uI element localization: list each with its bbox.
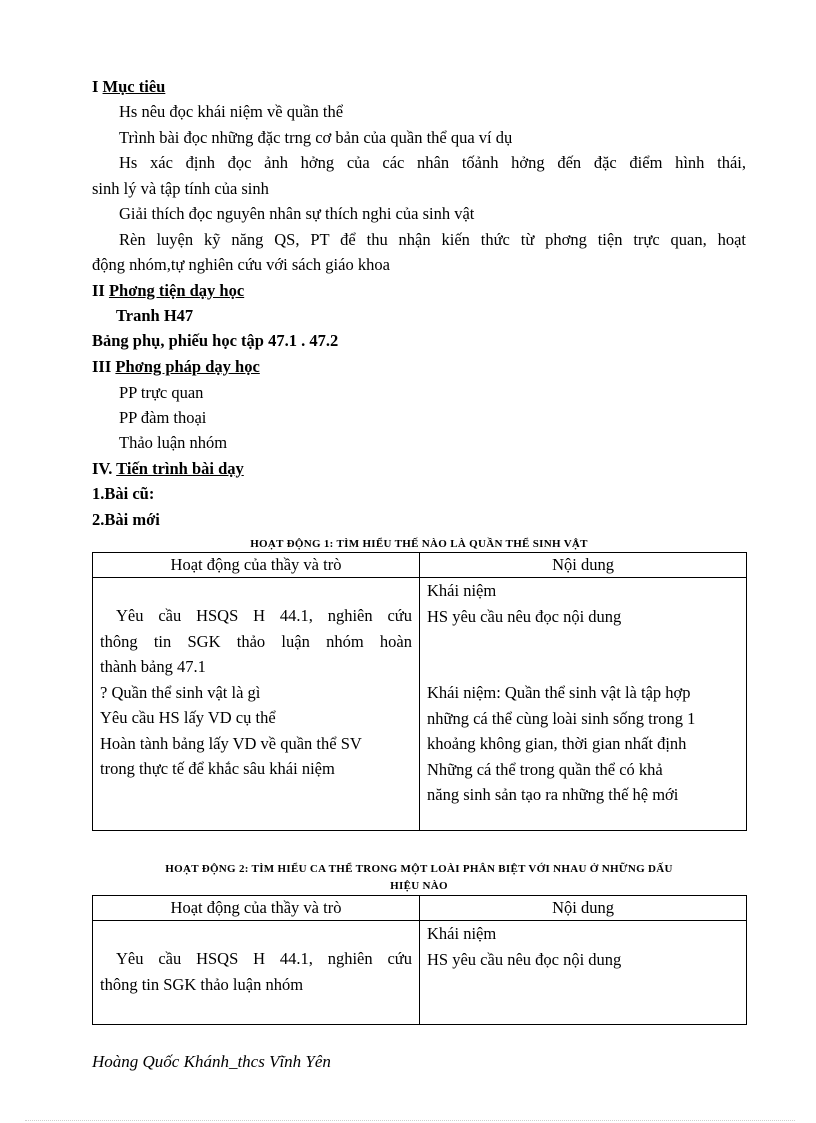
objective-line: Rèn luyện kỹ năng QS, PT để thu nhận kiến thức từ phơng tiện trực quan, hoạt [119,230,746,249]
cell-line: Yêu cầu HSQS H 44.1, nghiên cứu [116,606,412,625]
method-line: Thảo luận nhóm [119,433,228,452]
table-row [93,578,747,831]
cell-line: Khái niệm [427,924,497,943]
cell-line: Yêu cầu HS lấy VD cụ thể [100,708,276,727]
activity-2-table [92,895,747,1025]
column-header-teacher-student: Hoạt động của thầy và trò [93,896,420,921]
cell-line: Hoàn tành bảng lấy VD về quần thể SV [100,733,362,753]
table-header-row [93,553,747,578]
activity-cell [93,921,420,1025]
cell-line: những cá thể cùng loài sinh sống trong 1 [427,708,696,728]
cell-line: Yêu cầu HSQS H 44.1, nghiên cứu [116,949,412,968]
column-header-teacher-student: Hoạt động của thầy và trò [93,553,420,578]
objective-line: Hs xác định đọc ảnh hởng của các nhân tốảnh hởng đến đặc điểm hình thái, [119,153,746,172]
activity-1-title: HOẠT ĐỘNG 1: TÌM HIỂU THẾ NÀO LÀ QUẦN THỂ SINH VẬT [250,538,588,550]
activity-cell [93,578,420,831]
cell-line: năng sinh sản tạo ra những thế hệ mới [427,785,679,804]
objective-line: Trình bài đọc những đặc trng cơ bản của quần thể qua ví dụ [119,128,513,147]
section-3-heading: III Phơng pháp dạy học [92,357,260,376]
column-header-content: Nội dung [420,896,747,921]
content-cell [420,921,747,1025]
method-line: PP trực quan [119,383,204,402]
materials-line: Bảng phụ, phiếu học tập 47.1 . 47.2 [92,331,339,350]
cell-line: Khái niệm [427,581,497,600]
lesson-step: 1.Bài cũ: [92,484,155,503]
cell-line: Những cá thể trong quần thể có khả [427,759,663,779]
method-line: PP đàm thoại [119,408,207,427]
section-1-heading: I Mục tiêu [92,77,166,96]
cell-line: thông tin SGK thảo luận nhóm hoàn [100,631,412,651]
cell-line: HS yêu cầu nêu đọc nội dung [427,949,622,969]
materials-line: Tranh H47 [116,306,194,325]
cell-line: khoảng không gian, thời gian nhất định [427,734,687,753]
activity-1-table [92,552,747,831]
activity-2-title: HOẠT ĐỘNG 2: TÌM HIỂU CA THỂ TRONG MỘT LOÀI PHÂN BIỆT VỚI NHAU Ở NHỮNG DẤU [165,863,673,875]
cell-line: ? Quần thể sinh vật là gì [100,682,261,702]
objective-line: Hs nêu đọc khái niệm về quần thể [119,102,344,121]
table-row [93,921,747,1025]
lesson-step: 2.Bài mới [92,510,160,529]
page-bottom-divider [25,1120,795,1121]
cell-line: Khái niệm: Quần thể sinh vật là tập hợp [427,683,691,702]
cell-line: trong thực tế để khắc sâu khái niệm [100,759,335,778]
content-cell [420,578,747,831]
objective-line: sinh lý và tập tính của sinh [92,179,269,198]
column-header-content: Nội dung [420,553,747,578]
activity-2-title-continued: HIỆU NÀO [390,880,448,892]
section-4-heading: IV. Tiến trình bài dạy [92,459,244,478]
cell-line: HS yêu cầu nêu đọc nội dung [427,606,622,626]
cell-line: thông tin SGK thảo luận nhóm [100,974,304,994]
section-2-heading: II Phơng tiện dạy học [92,281,245,300]
objective-line: Giải thích đọc nguyên nhân sự thích nghi của sinh vật [119,204,475,223]
objective-line: động nhóm,tự nghiên cứu với sách giáo khoa [92,255,390,274]
footer-author: Hoàng Quốc Khánh_thcs Vĩnh Yên [92,1052,331,1071]
table-header-row [93,896,747,921]
cell-line: thành bảng 47.1 [100,657,206,676]
